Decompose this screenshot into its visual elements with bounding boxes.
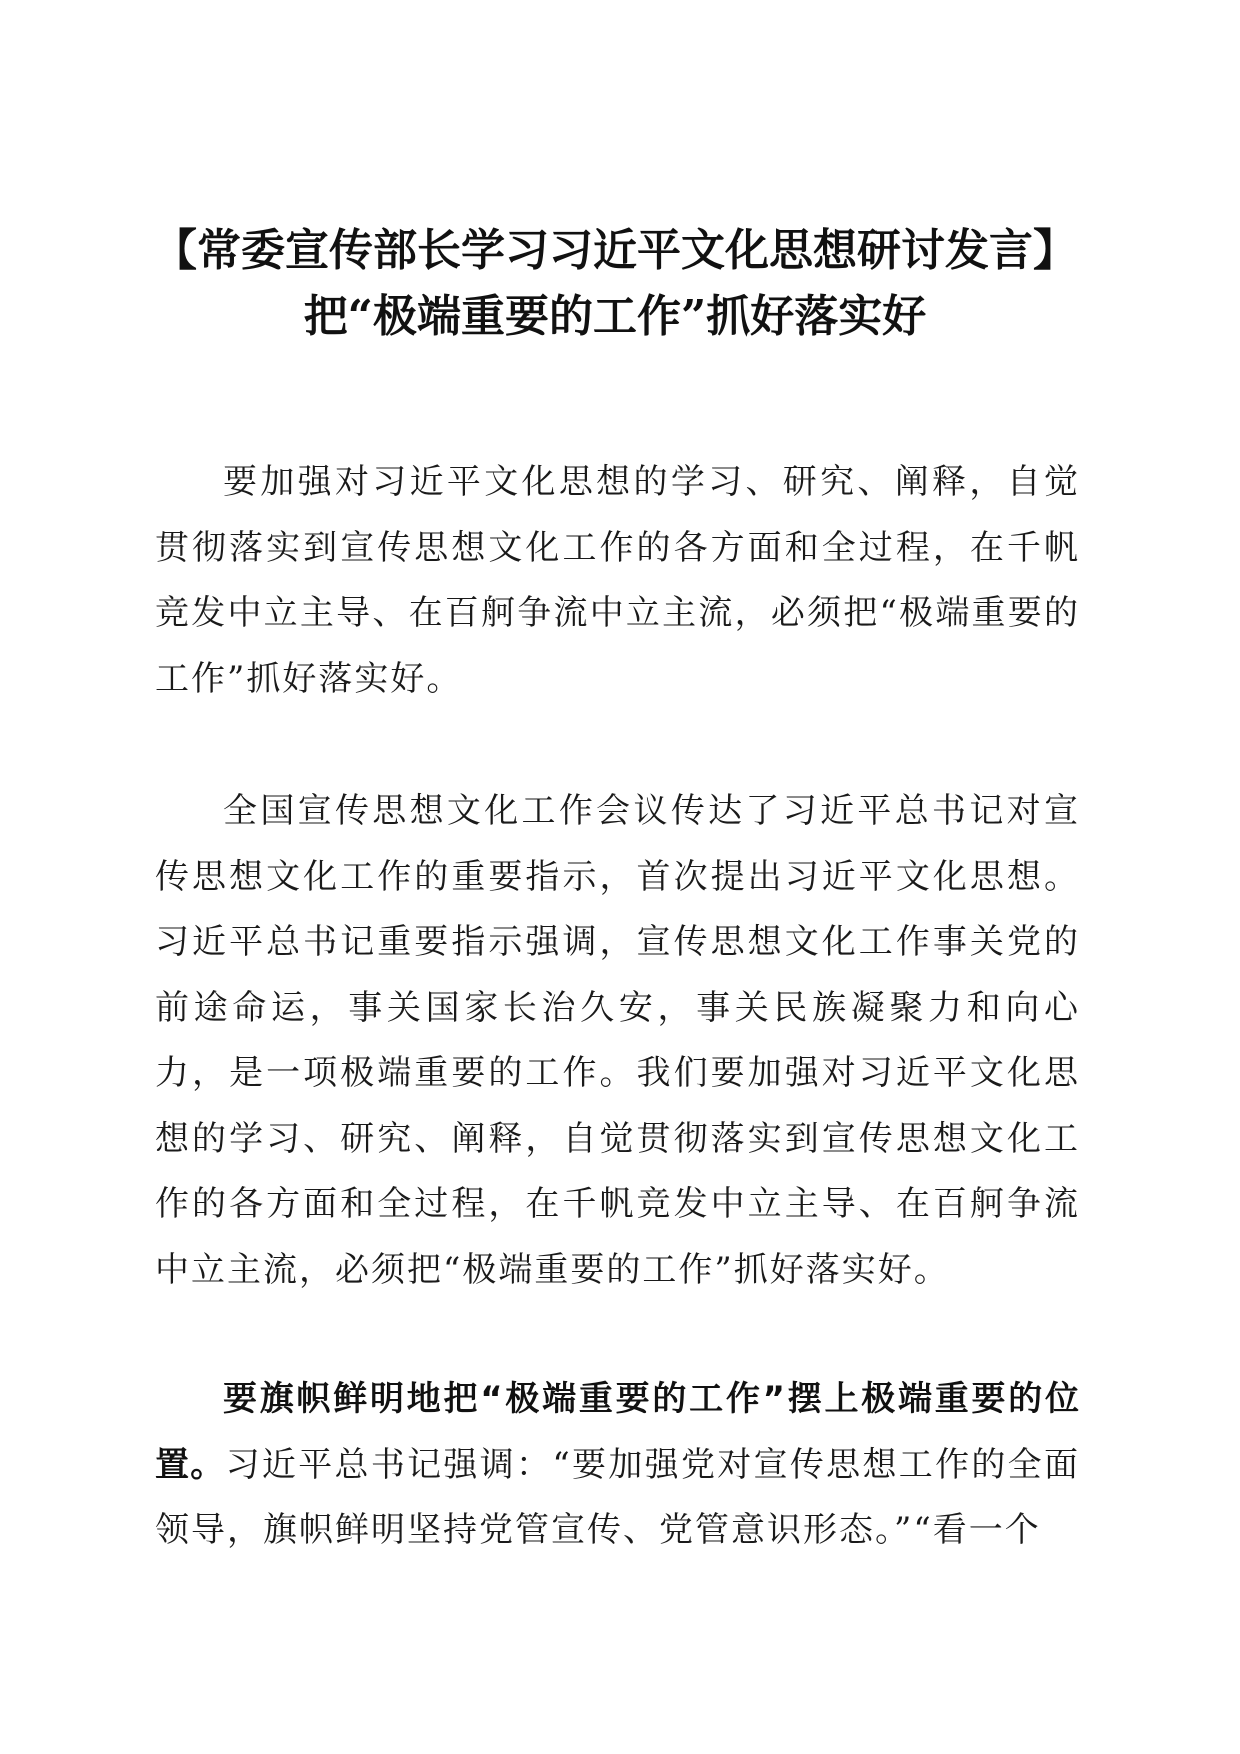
document-title: 【常委宣传部长学习习近平文化思想研讨发言】把“极端重要的工作”抓好落实好 bbox=[153, 225, 1077, 342]
paragraph-3-lead-sentence: 要旗帜鲜明地把“极端重要的工作”摆上极端重要的位置。 bbox=[155, 1379, 1080, 1485]
paragraph-3-text: 习近平总书记强调：“要加强党对宣传思想工作的全面领导，旗帜鲜明坚持党管宣传、党管意识形态。”“看一个 bbox=[155, 1444, 1080, 1550]
paragraph-2: 全国宣传思想文化工作会议传达了习近平总书记对宣传思想文化工作的重要指示，首次提出习近平文化思想。习近平总书记重要指示强调，宣传思想文化工作事关党的前途命运，事关国家长治久安，事关民族凝聚力和向心力，是一项极端重要的工作。我们要加强对习近平文化思想的学习、研究、阐释，自觉贯彻落实到宣传思想文化工作的各方面和全过程，在千帆竞发中立主导、在百舸争流中立主流，必须把“极端重要的工作”抓好落实好。 bbox=[155, 791, 1080, 1290]
paragraph-1: 要加强对习近平文化思想的学习、研究、阐释，自觉贯彻落实到宣传思想文化工作的各方面和全过程，在千帆竞发中立主导、在百舸争流中立主流，必须把“极端重要的工作”抓好落实好。 bbox=[155, 462, 1080, 699]
paragraph-3 bbox=[155, 1367, 1080, 1564]
